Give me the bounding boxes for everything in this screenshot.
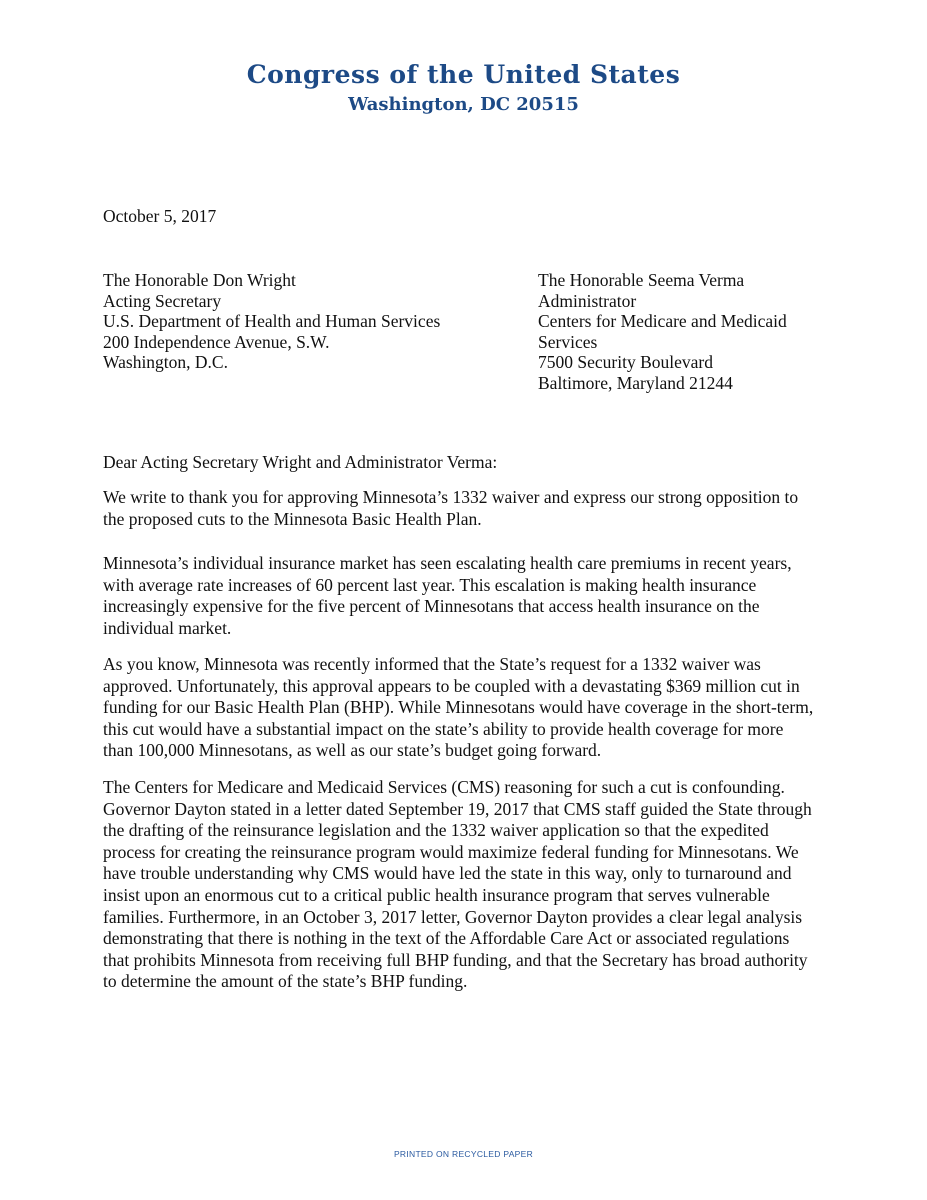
text-line: 200 Independence Avenue, S.W. [103, 331, 330, 352]
body-paragraph-4 [103, 777, 812, 993]
text-line: the proposed cuts to the Minnesota Basic Health Plan. [103, 508, 482, 529]
text-line: to determine the amount of the state’s BHP funding. [103, 971, 468, 992]
body-paragraph-2 [103, 553, 792, 639]
text-line: Services [538, 331, 598, 352]
text-line: Washington, D.C. [103, 352, 228, 372]
salutation: Dear Acting Secretary Wright and Administrator Verma: [103, 452, 498, 472]
text-line: Baltimore, Maryland 21244 [538, 372, 733, 393]
text-line: that prohibits Minnesota from receiving full BHP funding, and that the Secretary has broad authority [103, 949, 808, 970]
text-line: Acting Secretary [103, 290, 222, 311]
text-line: this cut would have a substantial impact on the state’s ability to provide health coverage for more [103, 718, 784, 739]
body-paragraph-1 [103, 487, 798, 530]
text-line: Administrator [538, 290, 637, 311]
text-line: The Honorable Seema Verma [538, 270, 745, 290]
text-line: The Centers for Medicare and Medicaid Services (CMS) reasoning for such a cut is confounding. [103, 777, 785, 797]
text-line: U.S. Department of Health and Human Services [103, 311, 441, 331]
text-line: with average rate increases of 60 percent last year. This escalation is making health insurance [103, 574, 757, 595]
text-line: individual market. [103, 617, 232, 638]
text-line: As you know, Minnesota was recently informed that the State’s request for a 1332 waiver was [103, 654, 761, 674]
letter-date: October 5, 2017 [103, 206, 217, 226]
text-line: Minnesota’s individual insurance market has seen escalating health care premiums in recent years, [103, 553, 792, 573]
text-line: increasingly expensive for the five percent of Minnesotans that access health insurance on the [103, 596, 760, 617]
recipient-block-right [538, 270, 787, 393]
text-line: The Honorable Don Wright [103, 270, 296, 290]
text-line: process for creating the reinsurance program would maximize federal funding for Minnesotans. We [103, 841, 799, 862]
text-line: families. Furthermore, in an October 3, 2017 letter, Governor Dayton provides a clear legal analysis [103, 906, 803, 927]
body-paragraph-3 [103, 654, 813, 762]
text-line: than 100,000 Minnesotans, as well as our state’s budget going forward. [103, 740, 602, 761]
text-line: have trouble understanding why CMS would have led the state in this way, only to turnaround and [103, 863, 792, 884]
text-line: Centers for Medicare and Medicaid [538, 311, 787, 331]
text-line: funding for our Basic Health Plan (BHP). While Minnesotans would have coverage in the short-term, [103, 697, 814, 718]
text-line: insist upon an enormous cut to a critical public health insurance program that serves vulnerable [103, 884, 770, 905]
text-line: Governor Dayton stated in a letter dated September 19, 2017 that CMS staff guided the State through [103, 798, 812, 819]
recipient-block-left [103, 270, 440, 373]
text-line: We write to thank you for approving Minnesota’s 1332 waiver and express our strong opposition to [103, 487, 799, 507]
text-line: demonstrating that there is nothing in the text of the Affordable Care Act or associated regulations [103, 928, 790, 949]
text-line: approved. Unfortunately, this approval appears to be coupled with a devastating $369 million cut in [103, 675, 800, 696]
letterhead-subtitle: Washington, DC 20515 [348, 94, 579, 115]
recycled-paper-footer: PRINTED ON RECYCLED PAPER [393, 1149, 534, 1159]
letterhead-title: Congress of the United States [246, 60, 681, 89]
text-line: 7500 Security Boulevard [538, 352, 713, 372]
text-line: the drafting of the reinsurance legislation and the 1332 waiver application so that the expedited [103, 820, 769, 841]
